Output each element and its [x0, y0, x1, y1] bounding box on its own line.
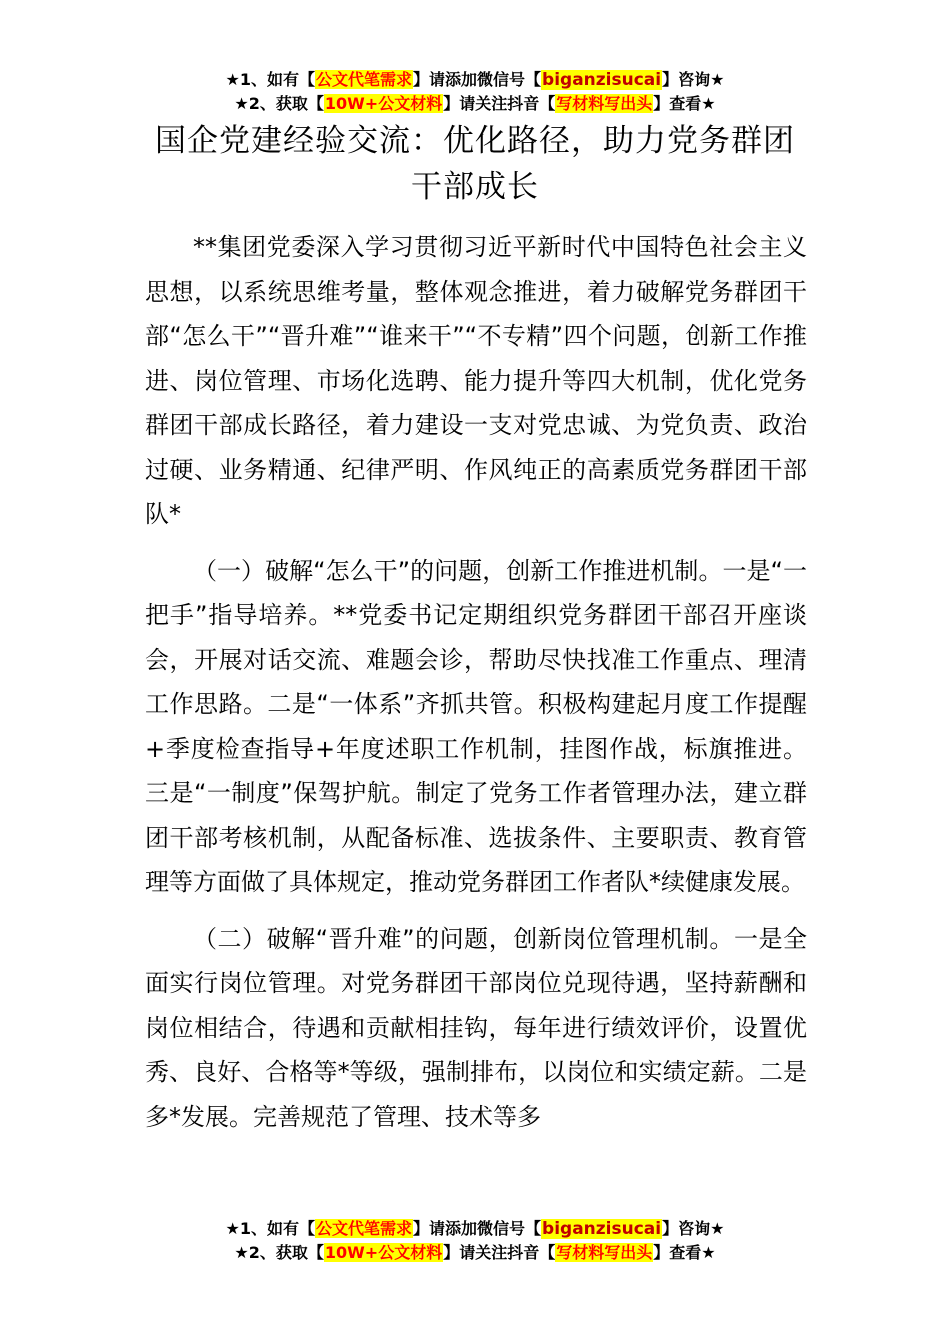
promo-materials-highlight: 10W+公文材料	[324, 94, 443, 113]
paragraph-intro: **集团党委深入学习贯彻习近平新时代中国特色社会主义思想，以系统思维考量，整体观念推进，着力破解党务群团干部“怎么干”“晋升难”“谁来干”“不专精”四个问题，创新工作推进、岗位管理、市场化选聘、能力提升等四大机制，优化党务群团干部成长路径，着力建设一支对党忠诚、为党负责、政治过硬、业务精通、纪律严明、作风纯正的高素质党务群团干部队*	[145, 233, 807, 528]
promo-line-1	[0, 1217, 950, 1241]
promo-wechat-id: biganzisucai	[542, 70, 662, 90]
promo-line-2-prefix: ★2、获取【	[234, 94, 324, 113]
promo-line-1-middle: 】请添加微信号【	[413, 1219, 542, 1238]
promo-line-1-prefix: ★1、如有【	[225, 1219, 316, 1238]
promo-banner-bottom	[0, 1217, 950, 1265]
promo-line-1-middle: 】请添加微信号【	[413, 70, 542, 89]
promo-line-2-prefix: ★2、获取【	[234, 1243, 324, 1262]
promo-writing-service-highlight: 公文代笔需求	[316, 1219, 413, 1238]
promo-wechat-id: biganzisucai	[542, 1219, 662, 1239]
promo-line-2-middle: 】请关注抖音【	[443, 94, 556, 113]
promo-line-1	[0, 68, 950, 92]
paragraph-section-2: （二）破解“晋升难”的问题，创新岗位管理机制。一是全面实行岗位管理。对党务群团干部岗位兑现待遇，坚持薪酬和岗位相结合，待遇和贡献相挂钩，每年进行绩效评价，设置优秀、良好、合格等*等级，强制排布，以岗位和实绩定薪。二是多*发展。完善规范了管理、技术等多	[145, 924, 807, 1131]
promo-line-2-middle: 】请关注抖音【	[443, 1243, 556, 1262]
promo-line-2-suffix: 】查看★	[653, 1243, 716, 1262]
promo-douyin-account: 写材料写出头	[556, 1243, 653, 1262]
promo-banner-top	[0, 68, 950, 116]
document-title: 国企党建经验交流：优化路径，助力党务群团干部成长	[155, 123, 795, 205]
promo-line-1-suffix: 】咨询★	[662, 70, 725, 89]
promo-line-2	[0, 92, 950, 116]
promo-douyin-account: 写材料写出头	[556, 94, 653, 113]
promo-line-1-suffix: 】咨询★	[662, 1219, 725, 1238]
promo-writing-service-highlight: 公文代笔需求	[316, 70, 413, 89]
promo-materials-highlight: 10W+公文材料	[324, 1243, 443, 1262]
promo-line-2-suffix: 】查看★	[653, 94, 716, 113]
paragraph-section-1: （一）破解“怎么干”的问题，创新工作推进机制。一是“一把手”指导培养。**党委书记定期组织党务群团干部召开座谈会，开展对话交流、难题会诊，帮助尽快找准工作重点、理清工作思路。二是“一体系”齐抓共管。积极构建起月度工作提醒+季度检查指导+年度述职工作机制，挂图作战，标旗推进。三是“一制度”保驾护航。制定了党务工作者管理办法，建立群团干部考核机制，从配备标准、选拔条件、主要职责、教育管理等方面做了具体规定，推动党务群团工作者队*续健康发展。	[145, 556, 807, 896]
promo-line-1-prefix: ★1、如有【	[225, 70, 316, 89]
promo-line-2	[0, 1241, 950, 1265]
document-body	[145, 225, 807, 1151]
